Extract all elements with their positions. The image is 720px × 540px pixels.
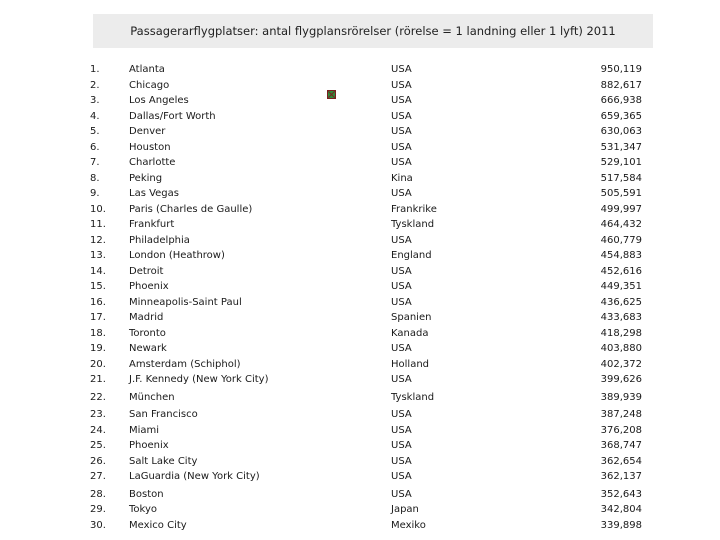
value-cell: 454,883 [600,250,642,261]
rank-cell: 12. [90,234,106,246]
table-row [0,186,720,202]
city-cell: Houston [129,141,171,153]
table-row [0,372,720,390]
table-row [0,518,720,534]
rank-cell: 11. [90,219,106,230]
country-cell: Tyskland [391,219,435,230]
value-cell: 882,617 [600,79,642,91]
country-cell: Mexiko [391,519,426,531]
city-cell: Newark [129,343,167,354]
table-row [0,124,720,140]
value-cell: 342,804 [600,504,642,515]
city-cell: Chicago [129,79,170,91]
city-cell: Las Vegas [129,188,179,199]
airport-table [0,62,720,533]
page-title: Passagerarflygplatser: antal flygplansrörelser (rörelse = 1 landning eller 1 lyft) 2011 [130,24,616,38]
table-row [0,171,720,187]
table-row [0,279,720,295]
title-bar [93,14,653,48]
country-cell: USA [391,455,412,467]
city-cell: London (Heathrow) [129,250,225,261]
city-cell: Charlotte [129,157,176,168]
country-cell: USA [391,488,412,500]
country-cell: Kanada [391,327,429,339]
value-cell: 950,119 [600,64,642,75]
table-row [0,423,720,439]
value-cell: 352,643 [600,488,642,500]
city-cell: Phoenix [129,440,169,451]
table-row [0,454,720,470]
rank-cell: 8. [90,172,100,184]
rank-cell: 5. [90,126,100,137]
country-cell: USA [391,471,412,482]
value-cell: 517,584 [600,172,642,184]
city-cell: Philadelphia [129,234,190,246]
country-cell: USA [391,296,412,308]
value-cell: 666,938 [600,95,642,106]
value-cell: 376,208 [600,424,642,436]
city-cell: Madrid [129,312,164,323]
table-row [0,140,720,156]
value-cell: 389,939 [600,391,642,403]
rank-cell: 21. [90,374,106,385]
country-cell: USA [391,265,412,277]
rank-cell: 25. [90,440,106,451]
country-cell: USA [391,95,412,106]
rank-cell: 14. [90,265,106,277]
table-row [0,78,720,94]
country-cell: USA [391,234,412,246]
country-cell: USA [391,374,412,385]
rank-cell: 6. [90,141,100,153]
value-cell: 449,351 [600,281,642,292]
value-cell: 505,591 [600,188,642,199]
table-row [0,407,720,423]
value-cell: 433,683 [600,312,642,323]
country-cell: Spanien [391,312,432,323]
table-row [0,469,720,487]
country-cell: USA [391,110,412,122]
city-cell: Boston [129,488,164,500]
country-cell: USA [391,440,412,451]
city-cell: Los Angeles [129,95,189,106]
rank-cell: 28. [90,488,106,500]
value-cell: 339,898 [600,519,642,531]
city-cell: Detroit [129,265,164,277]
table-row [0,326,720,342]
country-cell: USA [391,79,412,91]
city-cell: Minneapolis-Saint Paul [129,296,242,308]
city-cell: Salt Lake City [129,455,198,467]
table-row [0,438,720,454]
rank-cell: 15. [90,281,106,292]
value-cell: 418,298 [600,327,642,339]
rank-cell: 18. [90,327,106,339]
country-cell: Kina [391,172,413,184]
value-cell: 436,625 [600,296,642,308]
country-cell: USA [391,188,412,199]
table-row [0,295,720,311]
value-cell: 402,372 [600,358,642,370]
country-cell: Holland [391,358,430,370]
value-cell: 362,654 [600,455,642,467]
rank-cell: 13. [90,250,106,261]
rank-cell: 22. [90,391,106,403]
value-cell: 399,626 [600,374,642,385]
country-cell: USA [391,424,412,436]
table-row [0,264,720,280]
value-cell: 464,432 [600,219,642,230]
rank-cell: 26. [90,455,106,467]
rank-cell: 9. [90,188,100,199]
rank-cell: 16. [90,296,106,308]
city-cell: Frankfurt [129,219,175,230]
table-row [0,310,720,326]
rank-cell: 23. [90,409,106,420]
rank-cell: 20. [90,358,106,370]
value-cell: 460,779 [600,234,642,246]
table-row [0,217,720,233]
rank-cell: 30. [90,519,106,531]
table-row [0,202,720,218]
city-cell: Peking [129,172,163,184]
city-cell: San Francisco [129,409,198,420]
table-row [0,341,720,357]
table-row [0,390,720,408]
rank-cell: 2. [90,79,100,91]
city-cell: Amsterdam (Schiphol) [129,358,241,370]
table-row [0,357,720,373]
country-cell: England [391,250,432,261]
city-cell: Miami [129,424,160,436]
city-cell: Atlanta [129,64,165,75]
country-cell: Frankrike [391,203,437,215]
country-cell: USA [391,343,412,354]
value-cell: 531,347 [600,141,642,153]
rank-cell: 1. [90,64,100,75]
table-row [0,233,720,249]
table-row [0,62,720,78]
table-row [0,502,720,518]
city-cell: Mexico City [129,519,187,531]
country-cell: USA [391,64,412,75]
value-cell: 387,248 [600,409,642,420]
rank-cell: 17. [90,312,106,323]
table-row [0,155,720,171]
city-cell: Dallas/Fort Worth [129,110,216,122]
rank-cell: 10. [90,203,106,215]
city-cell: München [129,391,175,403]
country-cell: USA [391,281,412,292]
value-cell: 452,616 [600,265,642,277]
city-cell: J.F. Kennedy (New York City) [129,374,269,385]
value-cell: 362,137 [600,471,642,482]
rank-cell: 29. [90,504,106,515]
city-cell: LaGuardia (New York City) [129,471,260,482]
city-cell: Toronto [129,327,166,339]
country-cell: USA [391,126,412,137]
country-cell: Japan [391,504,419,515]
country-cell: USA [391,157,412,168]
rank-cell: 19. [90,343,106,354]
table-row [0,248,720,264]
table-row [0,109,720,125]
city-cell: Paris (Charles de Gaulle) [129,203,253,215]
rank-cell: 24. [90,424,106,436]
value-cell: 368,747 [600,440,642,451]
city-cell: Denver [129,126,166,137]
city-cell: Tokyo [129,504,157,515]
value-cell: 659,365 [600,110,642,122]
value-cell: 529,101 [600,157,642,168]
rank-cell: 3. [90,95,100,106]
rank-cell: 4. [90,110,100,122]
rank-cell: 7. [90,157,100,168]
value-cell: 630,063 [600,126,642,137]
country-cell: USA [391,409,412,420]
table-row [0,487,720,503]
country-cell: Tyskland [391,391,435,403]
value-cell: 403,880 [600,343,642,354]
value-cell: 499,997 [600,203,642,215]
table-row [0,93,720,109]
country-cell: USA [391,141,412,153]
rank-cell: 27. [90,471,106,482]
city-cell: Phoenix [129,281,169,292]
